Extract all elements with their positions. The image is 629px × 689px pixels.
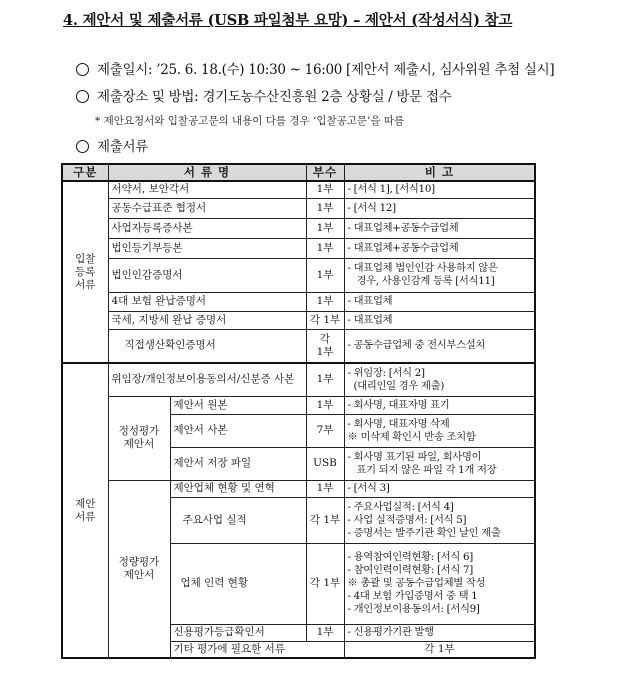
table-row <box>62 363 535 396</box>
remark: - 대표업체+공동수급업체 <box>344 218 535 238</box>
remark: - 위임장: [서식 2] (대리인일 경우 제출) <box>344 363 535 396</box>
header-document: 서 류 명 <box>108 164 306 181</box>
copies: 1부 <box>306 218 344 238</box>
table-row <box>62 198 535 218</box>
table-row <box>62 396 535 414</box>
copies: 1부 <box>306 181 344 198</box>
table-row <box>62 238 535 258</box>
copies: 1부 <box>306 258 344 292</box>
remark: - 회사명, 대표자명 표기 <box>344 396 535 414</box>
table-row <box>62 292 535 311</box>
bullet-submission-date <box>76 58 554 78</box>
circle-bullet-icon <box>76 63 89 76</box>
doc-name: 주요사업 실적 <box>170 497 306 543</box>
doc-name: 위임장/개인정보이용동의서/신분증 사본 <box>108 363 306 396</box>
category-proposal-documents: 제안 서류 <box>62 363 108 658</box>
table-row <box>62 329 535 363</box>
table-row <box>62 480 535 497</box>
remark: - 대표업체 <box>344 292 535 311</box>
remark: - 회사명 표기된 파일, 회사명이 표기 되지 않은 파일 각 1개 저장 <box>344 447 535 480</box>
copies: 1부 <box>306 480 344 497</box>
header-copies: 부수 <box>306 164 344 181</box>
copies: USB <box>306 447 344 480</box>
doc-name: 기타 평가에 필요한 서류 <box>170 641 344 658</box>
doc-name: 제안업체 현황 및 연혁 <box>170 480 306 497</box>
remark: - [서식 1], [서식10] <box>344 181 535 198</box>
circle-bullet-icon <box>76 140 89 153</box>
category-bid-registration: 입찰 등록 서류 <box>62 181 108 363</box>
submission-place-text: 제출장소 및 방법: 경기도농수산진흥원 2층 상황실 / 방문 접수 <box>97 89 452 105</box>
doc-name: 공동수급표준 협정서 <box>108 198 306 218</box>
copies: 1부 <box>306 238 344 258</box>
copies: 각 1부 <box>306 497 344 543</box>
copies: 1부 <box>306 292 344 311</box>
doc-name: 법인등기부등본 <box>108 238 306 258</box>
remark: - 주요사업실적: [서식 4] - 사업 실적증명서: [서식 5] - 증명서는 발주기관 확인 날인 제출 <box>344 497 535 543</box>
copies: 각 1부 <box>306 329 344 363</box>
doc-name: 제안서 저장 파일 <box>170 447 306 480</box>
remark: - 신용평가기관 발행 <box>344 624 535 641</box>
doc-name: 국세, 지방세 완납 증명서 <box>108 311 306 329</box>
remark: - 공동수급업체 중 전시부스설치 <box>344 329 535 363</box>
copies: 각 1부 <box>306 311 344 329</box>
documents-table <box>61 163 536 659</box>
remark: - 대표업체 법인인감 사용하지 않은 경우, 사용인감계 등록 [서식11] <box>344 258 535 292</box>
remark: - 회사명, 대표자명 삭제 ※ 미삭제 확인시 반송 조치함 <box>344 414 535 447</box>
doc-name: 서약서, 보안각서 <box>108 181 306 198</box>
doc-name: 4대 보험 완납증명서 <box>108 292 306 311</box>
doc-name: 업체 인력 현황 <box>170 543 306 624</box>
circle-bullet-icon <box>76 90 89 103</box>
table-row <box>62 181 535 198</box>
submission-date-text: 제출일시: ’25. 6. 18.(수) 10:30 ~ 16:00 [제안서 제출시, 심사위원 추첨 실시] <box>97 62 555 78</box>
copies: 1부 <box>306 363 344 396</box>
remark: - [서식 12] <box>344 198 535 218</box>
table-row <box>62 311 535 329</box>
copies: 각 1부 <box>344 641 535 658</box>
section-title: 4. 제안서 및 제출서류 (USB 파일첨부 요망) – 제안서 (작성서식) 참고 <box>63 12 513 29</box>
remark: - 대표업체 <box>344 311 535 329</box>
subcategory-quantitative: 정량평가 제안서 <box>108 480 170 658</box>
table-row <box>62 218 535 238</box>
doc-name: 법인인감증명서 <box>108 258 306 292</box>
header-category: 구분 <box>62 164 108 181</box>
doc-name: 사업자등록증사본 <box>108 218 306 238</box>
copies: 1부 <box>306 624 344 641</box>
doc-name: 제안서 원본 <box>170 396 306 414</box>
remark: - 대표업체+공동수급업체 <box>344 238 535 258</box>
table-header-row <box>62 164 535 181</box>
doc-name: 신용평가등급확인서 <box>170 624 306 641</box>
bullet-submission-place <box>76 85 452 105</box>
remark: - [서식 3] <box>344 480 535 497</box>
doc-name: 제안서 사본 <box>170 414 306 447</box>
notice-text: * 제안요청서와 입찰공고문의 내용이 다를 경우 ‘입찰공고문’을 따름 <box>95 115 405 127</box>
copies: 1부 <box>306 396 344 414</box>
subcategory-qualitative: 정성평가 제안서 <box>108 396 170 480</box>
documents-heading: 제출서류 <box>97 139 148 155</box>
doc-name: 직접생산확인증명서 <box>108 329 306 363</box>
header-remark: 비 고 <box>344 164 535 181</box>
remark: - 용역참여인력현황: [서식 6] - 참여인력이력현황: [서식 7] ※ 총괄 및 공동수급업체별 작성 - 4대 보험 가입증명서 중 택 1 - 개인정보이용동의서: [서식9] <box>344 543 535 624</box>
bullet-documents <box>76 135 148 155</box>
table-row <box>62 258 535 292</box>
copies: 각 1부 <box>306 543 344 624</box>
copies: 7부 <box>306 414 344 447</box>
copies: 1부 <box>306 198 344 218</box>
